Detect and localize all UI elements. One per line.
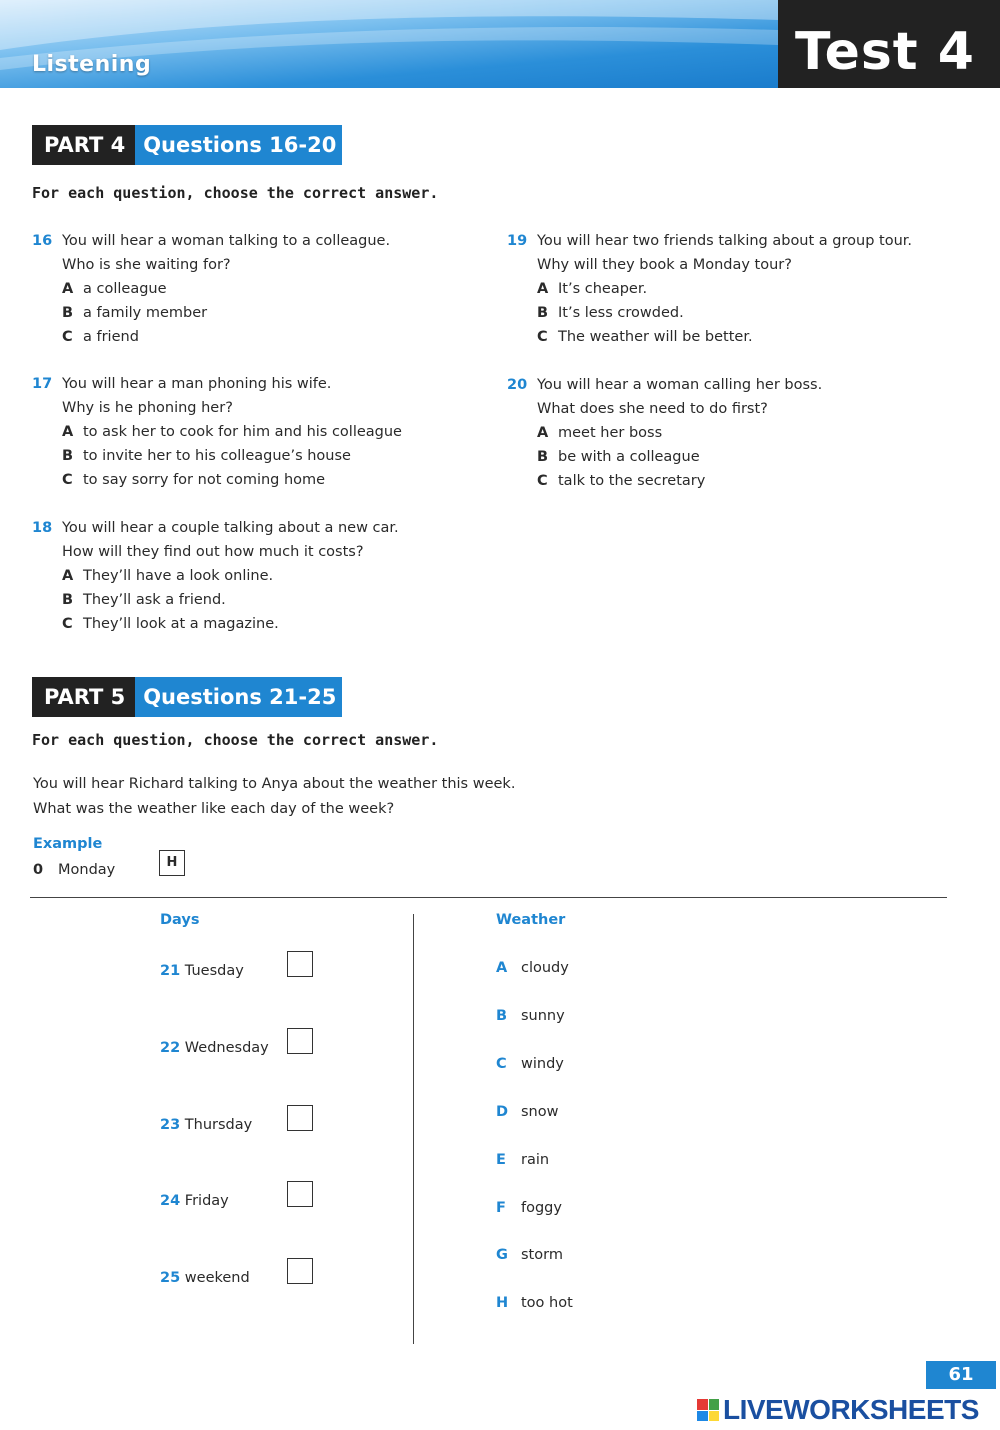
day-22: 22 Wednesday	[160, 1040, 269, 1056]
test-title: Test 4	[795, 22, 975, 82]
question-prompt: You will hear a woman talking to a colleague.	[62, 233, 391, 249]
question-prompt: You will hear a woman calling her boss.	[537, 377, 823, 393]
day-21: 21 Tuesday	[160, 963, 244, 979]
part4-label: PART 4	[32, 125, 135, 165]
option-c[interactable]: C They’ll look at a magazine.	[62, 616, 279, 632]
question-text: Who is she waiting for?	[62, 257, 231, 273]
answer-box-23[interactable]	[287, 1105, 313, 1131]
answer-box-22[interactable]	[287, 1028, 313, 1054]
part5-heading	[32, 677, 342, 717]
part5-intro-line-1: You will hear Richard talking to Anya about the weather this week.	[33, 776, 516, 792]
question-text: Why is he phoning her?	[62, 400, 233, 416]
example-number: 0	[33, 862, 44, 878]
answer-box-21[interactable]	[287, 951, 313, 977]
part5-instruction: For each question, choose the correct answer.	[32, 731, 439, 749]
part5-questions-label: Questions 21-25	[135, 677, 342, 717]
weather-option-d: D snow	[496, 1104, 559, 1120]
weather-header: Weather	[496, 912, 566, 928]
option-b[interactable]: B It’s less crowded.	[537, 305, 684, 321]
option-a[interactable]: A meet her boss	[537, 425, 663, 441]
question-number: 18	[32, 520, 53, 536]
answer-box-24[interactable]	[287, 1181, 313, 1207]
divider-vertical	[413, 914, 414, 1344]
liveworksheets-icon	[697, 1399, 719, 1421]
option-a[interactable]: A They’ll have a look online.	[62, 568, 274, 584]
question-prompt: You will hear a couple talking about a new car.	[62, 520, 399, 536]
question-number: 17	[32, 376, 53, 392]
part4-heading	[32, 125, 342, 165]
example-answer-box: H	[159, 850, 185, 876]
question-text: What does she need to do first?	[537, 401, 768, 417]
option-c[interactable]: C a friend	[62, 329, 139, 345]
example-label: Example	[33, 836, 103, 852]
divider-horizontal	[30, 897, 947, 898]
page-number: 61	[926, 1361, 996, 1389]
example-day: Monday	[58, 862, 116, 878]
option-a[interactable]: A to ask her to cook for him and his colleague	[62, 424, 402, 440]
part5-intro-line-2: What was the weather like each day of the week?	[33, 801, 395, 817]
weather-option-a: A cloudy	[496, 960, 569, 976]
question-prompt: You will hear two friends talking about a group tour.	[537, 233, 912, 249]
weather-option-g: G storm	[496, 1247, 563, 1263]
part4-instruction: For each question, choose the correct answer.	[32, 184, 439, 202]
question-number: 16	[32, 233, 53, 249]
option-a[interactable]: A It’s cheaper.	[537, 281, 648, 297]
option-a[interactable]: A a colleague	[62, 281, 167, 297]
option-c[interactable]: C talk to the secretary	[537, 473, 706, 489]
option-b[interactable]: B a family member	[62, 305, 208, 321]
weather-option-h: H too hot	[496, 1295, 573, 1311]
option-b[interactable]: B to invite her to his colleague’s house	[62, 448, 351, 464]
day-23: 23 Thursday	[160, 1117, 253, 1133]
option-c[interactable]: C to say sorry for not coming home	[62, 472, 326, 488]
liveworksheets-wordmark: LIVEWORKSHEETS	[723, 1394, 979, 1425]
day-25: 25 weekend	[160, 1270, 250, 1286]
question-text: How will they find out how much it costs?	[62, 544, 364, 560]
question-number: 19	[507, 233, 528, 249]
option-b[interactable]: B They’ll ask a friend.	[62, 592, 226, 608]
weather-option-c: C windy	[496, 1056, 564, 1072]
day-24: 24 Friday	[160, 1193, 229, 1209]
days-header: Days	[160, 912, 200, 928]
option-b[interactable]: B be with a colleague	[537, 449, 700, 465]
part4-questions-label: Questions 16-20	[135, 125, 342, 165]
weather-option-f: F foggy	[496, 1200, 562, 1216]
weather-option-e: E rain	[496, 1152, 550, 1168]
question-text: Why will they book a Monday tour?	[537, 257, 792, 273]
liveworksheets-logo[interactable]	[697, 1393, 979, 1427]
answer-box-25[interactable]	[287, 1258, 313, 1284]
option-c[interactable]: C The weather will be better.	[537, 329, 753, 345]
question-prompt: You will hear a man phoning his wife.	[62, 376, 332, 392]
question-number: 20	[507, 377, 528, 393]
weather-option-b: B sunny	[496, 1008, 565, 1024]
section-title: Listening	[32, 52, 152, 77]
part5-label: PART 5	[32, 677, 135, 717]
